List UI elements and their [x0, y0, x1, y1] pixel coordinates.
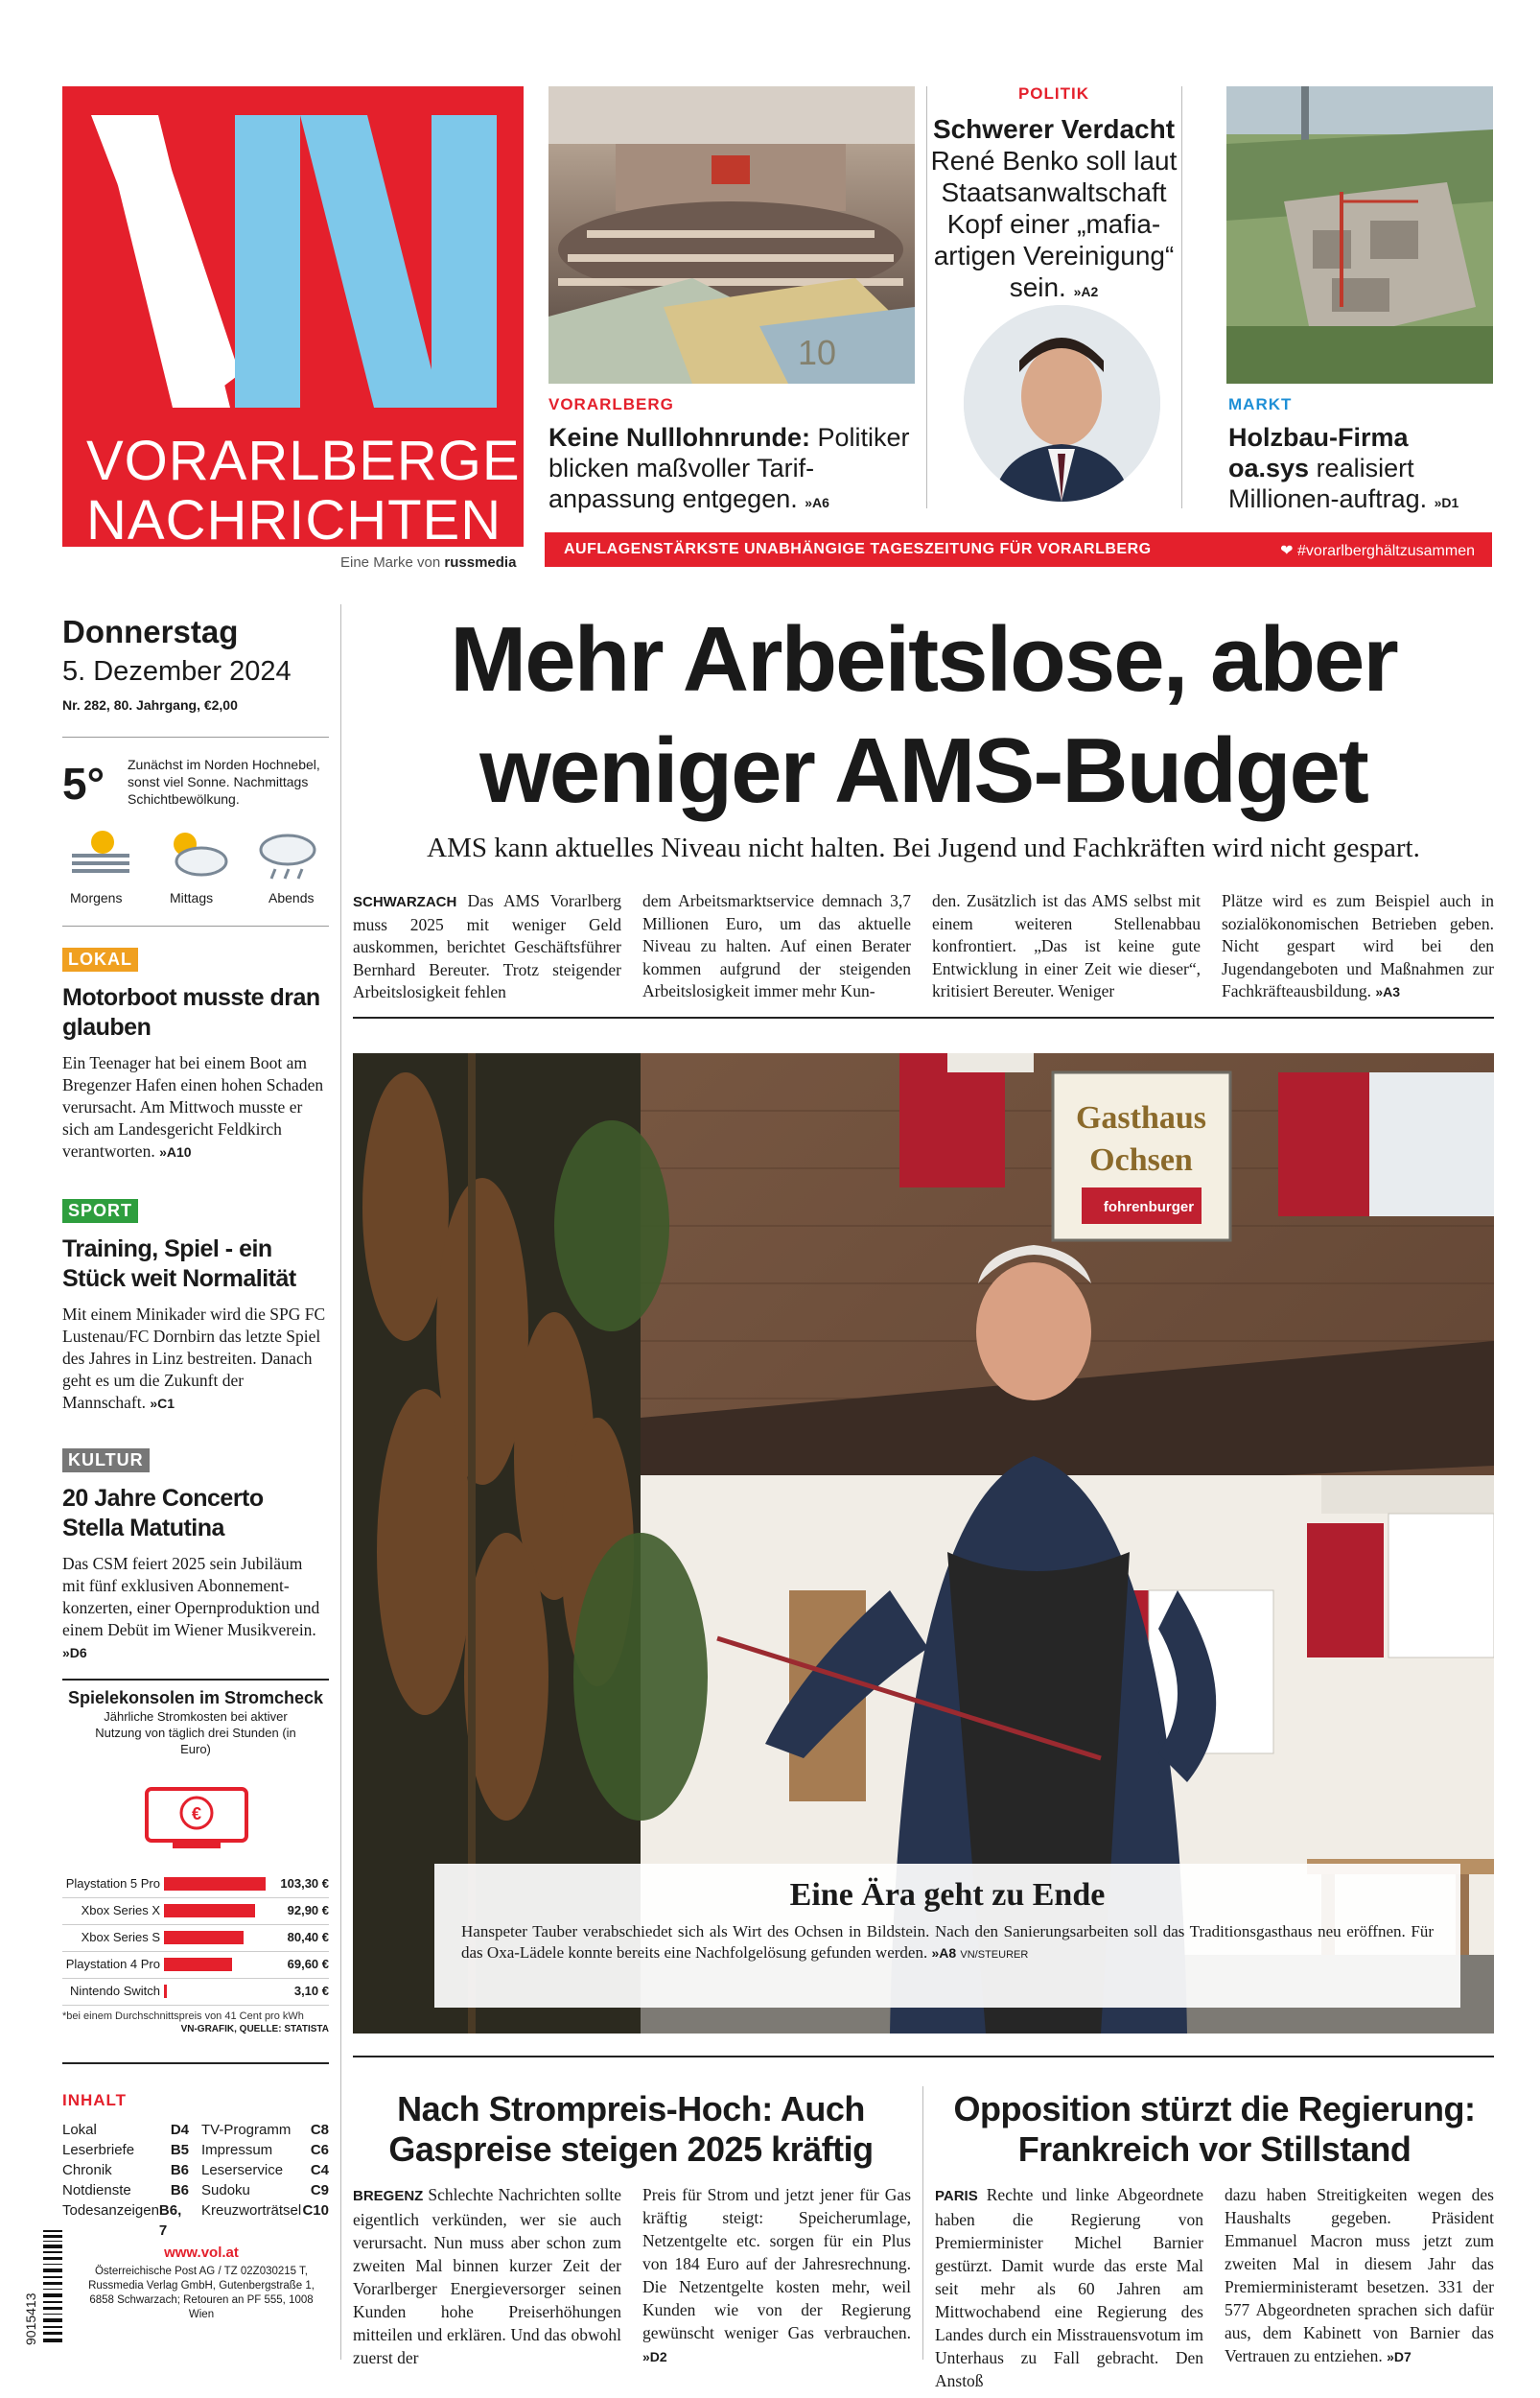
index-entry[interactable] [201, 2120, 329, 2140]
index-entry[interactable] [62, 2180, 189, 2200]
article-france-col2 [1225, 2183, 1494, 2368]
photo-caption [434, 1864, 1460, 2008]
chart-footnote: *bei einem Durchschnittspreis von 41 Cent pro kWh [62, 2010, 304, 2022]
chart-category-label: Playstation 4 Pro [65, 1957, 160, 1971]
teaser-politik[interactable] [928, 113, 1179, 308]
chart-row [62, 1897, 329, 1925]
kicker-vorarlberg: VORARLBERG [548, 395, 674, 413]
sport-body: Mit einem Minikader wird die SPG FC Lustenau/FC Dornbirn das letzte Spiel des Jahres in Linz bestreiten. Danach geht es um die Zukunft der Mannschaft. [62, 1305, 326, 1412]
photo-credit: VN/STEURER [960, 1949, 1029, 1961]
brand-name: russmedia [444, 554, 517, 571]
index-entry-page: C10 [302, 2202, 329, 2219]
chart-category-label: Xbox Series X [81, 1903, 160, 1917]
lead-col1-text: Das AMS Vorarlberg muss 2025 mit weniger Geld auskommen, berichtet Geschäftsführer Bernhard Bereuter. Trotz steigender Arbeitslosigkeit fehlen [353, 891, 621, 1001]
benko-portrait[interactable] [964, 305, 1160, 502]
teaser-politik-bold: Schwerer Verdacht [932, 114, 1176, 144]
weekday: Donnerstag [62, 614, 239, 649]
article-france-col1-text: Rechte und linke Abgeordnete haben die Regierung von Premierminister Michel Barnier gestürzt. Damit wurde das erste Mal seit mehr als 60 Jahren am Mittwochabend eine Regierung des Landes durch ein Misstrauensvotum im Unterhaus zu Fall gebracht. Den Anstoß [935, 2185, 1204, 2390]
divider [62, 737, 329, 738]
fog-sun-icon [72, 831, 129, 873]
headline-line1: Mehr Arbeitslose, aber [450, 608, 1397, 711]
teaser-markt-text: realisiert Millionen-auftrag. [1228, 454, 1428, 513]
chart-value-label: 92,90 € [287, 1903, 329, 1917]
divider [62, 2062, 329, 2064]
chart-category-label: Nintendo Switch [70, 1984, 160, 1998]
svg-text:10: 10 [798, 333, 837, 372]
chart-bar [164, 1958, 232, 1971]
index-entry-name: Chronik [62, 2162, 112, 2178]
sport-ref[interactable]: »C1 [150, 1396, 175, 1411]
divider [62, 926, 329, 927]
lokal-ref[interactable]: »A10 [159, 1144, 192, 1160]
hashtag-text: #vorarlberghältzusammen [1297, 543, 1475, 559]
lead-col4 [1222, 890, 1494, 1004]
teaser-vorarlberg-ref[interactable]: »A6 [805, 495, 829, 510]
chart-bar [164, 1904, 255, 1917]
chart-row [62, 1870, 329, 1898]
kultur-item[interactable] [62, 1448, 329, 1664]
svg-text:€: € [191, 1804, 202, 1823]
column-divider [340, 604, 341, 2360]
logo-text-line1: VORARLBERGER [86, 430, 562, 492]
caption-ref[interactable]: »A8 [931, 1945, 957, 1961]
index-entry-name: Kreuzworträtsel [201, 2202, 302, 2219]
lokal-item[interactable] [62, 948, 329, 1164]
divider [926, 86, 927, 508]
teaser-vorarlberg[interactable] [548, 422, 915, 518]
divider [62, 1679, 329, 1681]
brand-line [340, 554, 516, 571]
portrait-image [964, 305, 1160, 502]
column-divider [922, 2086, 923, 2360]
divider [353, 2056, 1494, 2057]
article-france-col2-text: dazu haben Streitigkeiten wegen des Haushalts gegeben. Präsident Emmanuel Macron muss jetzt zum zweiten Mal in diesem Jahr das Premierministeramt besetzen. 331 der 577 Abgeordneten sprachen sich dafür aus, dem Kabinett von Barnier das Vertrauen zu entziehen. [1225, 2185, 1494, 2365]
lead-place: SCHWARZACH [353, 894, 457, 910]
cloud-sun-icon [174, 833, 226, 875]
index-entry-page: B6 [170, 2182, 189, 2198]
kicker-politik: POLITIK [1017, 84, 1090, 103]
kultur-ref[interactable]: »D6 [62, 1645, 87, 1660]
energy-chart [62, 1870, 329, 2014]
kultur-title: 20 Jahre Concerto Stella Matutina [62, 1485, 264, 1541]
heart-icon: ❤ [1280, 543, 1294, 559]
index-entry[interactable] [201, 2160, 329, 2180]
weather-time-evening: Abends [268, 890, 315, 905]
article-gas-col1 [353, 2183, 621, 2369]
index-entry[interactable] [62, 2140, 189, 2160]
index-entry[interactable] [201, 2200, 329, 2221]
index-left [62, 2120, 189, 2241]
barcode-number: 9015413 [23, 2292, 38, 2345]
teaser-vorarlberg-text: Politiker blicken maßvoller Tarif-anpassung entgegen. [548, 423, 910, 513]
chart-row [62, 1978, 329, 2006]
index-entry-page: C6 [310, 2142, 329, 2158]
index-entry-page: C8 [310, 2122, 329, 2138]
weather-text: Zunächst im Norden Hochnebel, sonst viel Sonne. Nachmittags Schichtbewölkung. [128, 757, 320, 807]
divider [1181, 86, 1182, 508]
caption-body [434, 1914, 1460, 1965]
caption-title: Eine Ära geht zu Ende [789, 1877, 1106, 1913]
teaser-markt[interactable] [1228, 422, 1493, 518]
weather-icons [62, 825, 329, 911]
teaser-vorarlberg-bold: Keine Nulllohnrunde: [548, 423, 810, 452]
sport-title: Training, Spiel - ein Stück weit Normalität [62, 1235, 296, 1292]
tag-sport: SPORT [62, 1199, 138, 1223]
index-entry-page: B6, 7 [158, 2202, 182, 2239]
dateline [62, 614, 329, 713]
issue-info: Nr. 282, 80. Jahrgang, €2,00 [62, 697, 238, 713]
lokal-body: Ein Teenager hat bei einem Boot am Bregenzer Hafen einen hohen Schaden verursacht. Am Mittwoch musste er sich am Landesgericht Feldkirch verantworten. [62, 1053, 324, 1161]
chart-value-label: 3,10 € [293, 1984, 329, 1998]
svg-text:fohrenburger: fohrenburger [1103, 1199, 1195, 1215]
lead-col1 [353, 890, 621, 1004]
tagline-bar [545, 532, 1492, 567]
imprint-text: Österreichische Post AG / TZ 02Z030215 T, Russmedia Verlag GmbH, Gutenbergstraße 1, 6858 Schwarzach; Retouren an PF 555, 1008 Wien [88, 2266, 315, 2320]
hashtag[interactable] [1280, 541, 1475, 560]
article-gas-col2 [642, 2183, 911, 2368]
main-subhead: AMS kann aktuelles Niveau nicht halten. Bei Jugend und Fachkräften wird nicht gespart. [427, 833, 1420, 863]
lokal-title: Motorboot musste dran glauben [62, 984, 320, 1041]
parliament-image [548, 86, 915, 384]
index-entry-name: Leserbriefe [62, 2142, 135, 2158]
index-entry-name: Impressum [201, 2142, 273, 2158]
index-entry-name: Leserservice [201, 2162, 284, 2178]
lead-col2: dem Arbeitsmarktservice demnach 3,7 Millionen Euro, um das aktuelle Niveau zu halten. Auf einen Berater kommen aufgrund der steigenden Arbeitslosigkeit immer mehr Kun- [642, 891, 911, 1000]
index-entry-page: D4 [170, 2122, 189, 2138]
article-gas-place: BREGENZ [353, 2188, 424, 2204]
chart-subtitle: Jährliche Stromkosten bei aktiver Nutzung von täglich drei Stunden (in Euro) [95, 1709, 296, 1756]
barcode [43, 2230, 62, 2345]
main-photo[interactable] [353, 1053, 1494, 2034]
sign-ochsen: Ochsen [1089, 1142, 1193, 1178]
construction-image [1226, 86, 1493, 384]
article-france-headline[interactable]: Opposition stürzt die Regierung: Frankreich vor Stillstand [953, 2089, 1476, 2169]
chart-source: VN-GRAFIK, QUELLE: STATISTA [180, 2024, 329, 2034]
weather-time-morning: Morgens [70, 890, 123, 905]
index-entry-page: B5 [170, 2142, 189, 2158]
weather-temp: 5° [62, 759, 105, 809]
article-gas-ref[interactable]: »D2 [642, 2349, 667, 2364]
article-france-col1 [935, 2183, 1203, 2392]
teaser-politik-ref[interactable]: »A2 [1073, 284, 1099, 299]
index-entry-page: B6 [170, 2162, 189, 2178]
chart-category-label: Playstation 5 Pro [65, 1876, 160, 1891]
sport-item[interactable] [62, 1199, 329, 1415]
console-icon [144, 1786, 249, 1849]
construction-photo[interactable] [1226, 86, 1493, 384]
index-entry-name: TV-Programm [201, 2122, 292, 2138]
chart-row [62, 1924, 329, 1952]
index-right [201, 2120, 329, 2221]
teaser-markt-bold: Holzbau-Firma oa.sys [1228, 423, 1409, 482]
imprint [77, 2245, 326, 2322]
brand-prefix: Eine Marke von [340, 554, 441, 571]
date: 5. Dezember 2024 [62, 656, 292, 687]
index-entry[interactable] [201, 2180, 329, 2200]
tag-kultur: KULTUR [62, 1448, 150, 1472]
caption-text: Hanspeter Tauber verabschiedet sich als Wirt des Ochsen in Bildstein. Nach den Sanierungsarbeiten soll das Traditionsgasthaus neu eröffnen. Für das Oxa-Lädele konnte bereits eine Nachfolgelösung gefunden werden. [461, 1922, 1434, 1962]
imprint-url[interactable]: www.vol.at [164, 2245, 239, 2261]
article-gas-col1-text: Schlechte Nachrichten sollte eigentlich verkünden, wer sie auch verursacht. Nun muss aber schon zum zweiten Mal binnen kurzer Zeit der Vorarlberger Energieversorger seinen Kunden hohe Preiserhöhungen mitteilen und erklären. Und das obwohl zuerst der [353, 2185, 622, 2367]
article-france-place: PARIS [935, 2188, 978, 2204]
lead-col3: den. Zusätzlich ist das AMS selbst mit einem weiteren Stellenabbau konfrontiert. „Das ist keine gute Entwicklung in einer Zeit wie dieser“, kritisiert Bereuter. Weniger [932, 891, 1201, 1000]
kicker-markt: MARKT [1228, 395, 1293, 413]
index-entry-page: C4 [310, 2162, 329, 2178]
article-gas-headline[interactable]: Nach Strompreis-Hoch: Auch Gaspreise steigen 2025 kräftig [388, 2089, 874, 2169]
lead-col4-text: Plätze wird es zum Beispiel auch in sozialökonomischen Betrieben geben. Nicht gespart wird bei den Jugendangeboten und Maßnahmen zur Fachkräfteausbildung. [1222, 891, 1494, 1000]
weather-time-noon: Mittags [170, 890, 214, 905]
weather-icon-row [62, 825, 329, 882]
chart-category-label: Xbox Series S [81, 1930, 160, 1944]
index-entry-name: Lokal [62, 2122, 97, 2138]
teaser-markt-ref[interactable]: »D1 [1434, 495, 1459, 510]
chart-bar [164, 1931, 244, 1944]
logo-text-line2: NACHRICHTEN [86, 489, 502, 552]
tag-lokal: LOKAL [62, 948, 138, 972]
chart-value-label: 103,30 € [280, 1876, 329, 1891]
parliament-photo[interactable] [548, 86, 915, 384]
index-entry-page: C9 [310, 2182, 329, 2198]
index-entry-name: Sudoku [201, 2182, 250, 2198]
teaser-politik-text: René Benko soll laut Staatsanwaltschaft Kopf einer „mafia-artigen Vereinigung“ sein. [930, 146, 1178, 302]
index-entry-name: Todesanzeigen [62, 2202, 159, 2219]
chart-title: Spielekonsolen im Stromcheck [67, 1688, 324, 1707]
chart-header [62, 1688, 329, 1757]
headline-line2: weniger AMS-Budget [479, 719, 1367, 822]
chart-row [62, 1951, 329, 1979]
index-entry[interactable] [201, 2140, 329, 2160]
cloud-icon [261, 835, 315, 879]
chart-bar [164, 1877, 266, 1891]
lead-ref[interactable]: »A3 [1375, 984, 1401, 999]
index-entry[interactable] [62, 2200, 189, 2241]
index-entry[interactable] [62, 2120, 189, 2140]
index-entry[interactable] [62, 2160, 189, 2180]
kultur-body: Das CSM feiert 2025 sein Jubiläum mit fünf exklusiven Abonnement-konzerten, einer Opernproduktion und einem Debüt im Wiener Musikverein. [62, 1554, 320, 1639]
divider [353, 1017, 1494, 1019]
chart-value-label: 69,60 € [287, 1957, 329, 1971]
index-title: INHALT [62, 2091, 128, 2109]
article-france-ref[interactable]: »D7 [1387, 2349, 1412, 2364]
sign-gasthaus: Gasthaus [1075, 1100, 1207, 1136]
tagline: AUFLAGENSTÄRKSTE UNABHÄNGIGE TAGESZEITUNG FÜR VORARLBERG [564, 541, 1152, 557]
chart-value-label: 80,40 € [287, 1930, 329, 1944]
index-entry-name: Notdienste [62, 2182, 131, 2198]
main-headline[interactable] [353, 604, 1494, 827]
chart-bar [164, 1985, 167, 1998]
vn-logo[interactable] [62, 86, 562, 552]
article-gas-col2-text: Preis für Strom und jetzt jener für Gas kräftig steigt: Speicherumlage, Netzentgelte etc. sorgen für ein Plus von 184 Euro auf der Jahresrechnung. Die Netzentgelte kosten mehr, weil Kunden wie von der Regierung gewünscht weniger Gas verbrauchen. [642, 2185, 911, 2342]
